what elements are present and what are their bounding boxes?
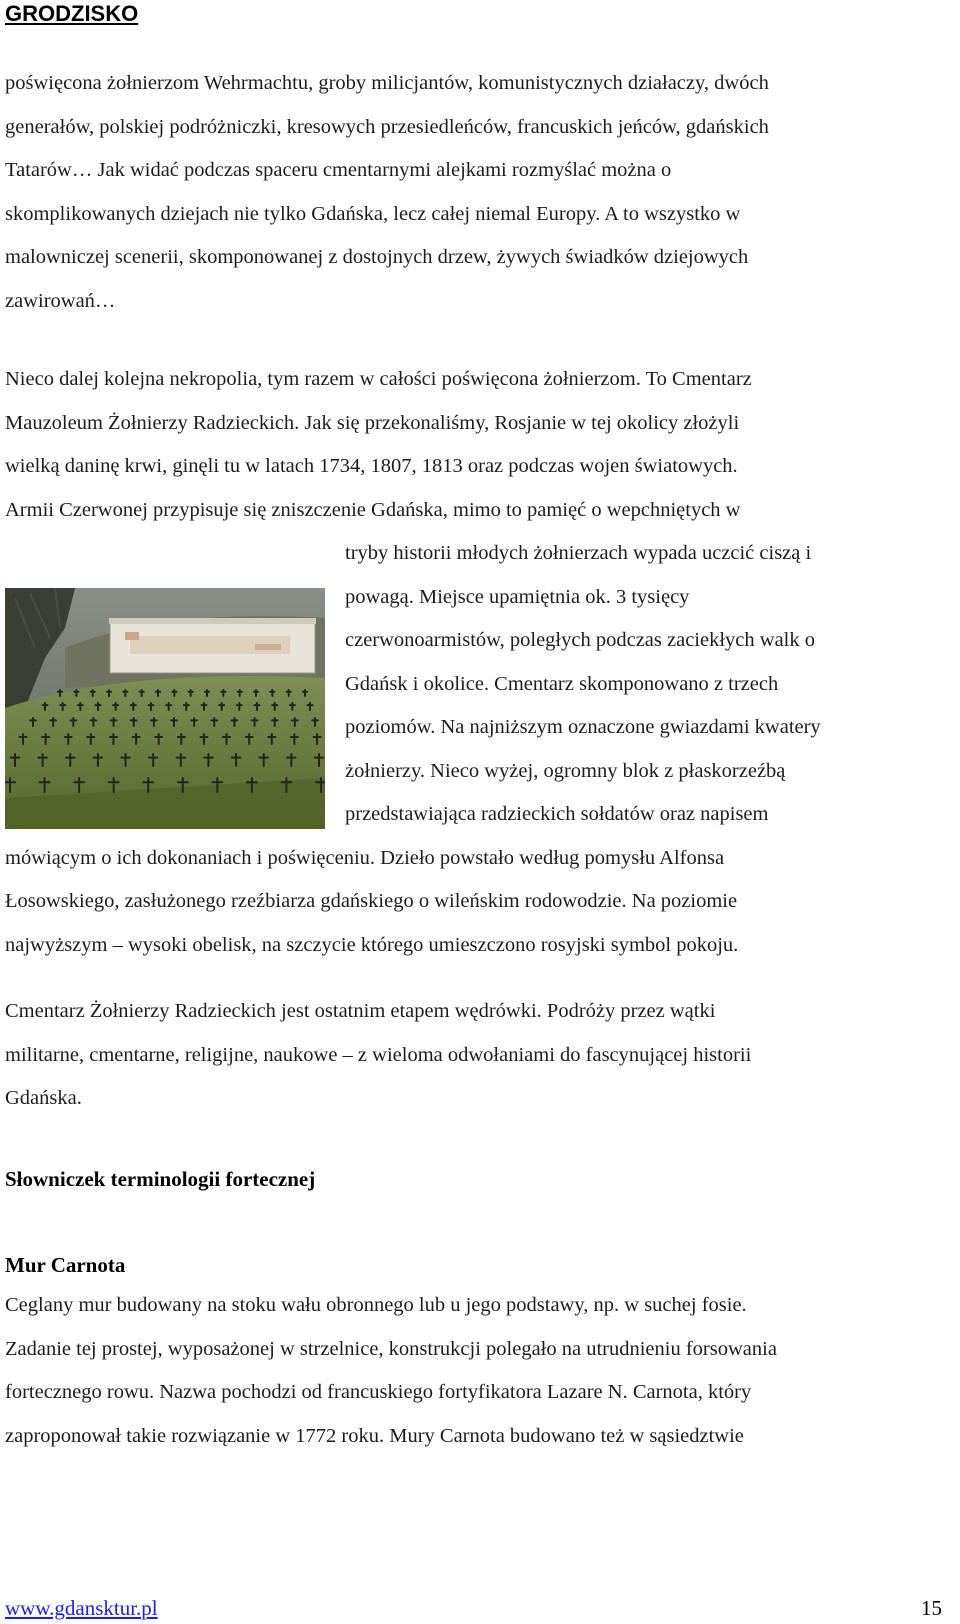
text-line: najwyższym – wysoki obelisk, na szczycie którego umieszczono rosyjski symbol pokoju. [5,933,739,956]
text-line: wielką daninę krwi, ginęli tu w latach 1734, 1807, 1813 oraz podczas wojen światowych. [5,455,738,477]
footer-website-link[interactable]: www.gdansktur.pl [5,1596,158,1620]
text-line: Gdańska. [5,1087,82,1109]
text-line: Ceglany mur budowany na stoku wału obronnego lub u jego podstawy, np. w suchej fosie. [5,1294,747,1316]
paragraph-cemetery-intro [5,62,945,323]
text-line: Armii Czerwonej przypisuje się zniszczenie Gdańska, mimo to pamięć o wepchniętych w [5,498,741,521]
text-line: poświęcona żołnierzom Wehrmachtu, groby milicjantów, komunistycznych działaczy, dwóch [5,72,769,94]
paragraph-final-stage [5,990,945,1121]
section-header-title: GRODZISKO [5,1,139,26]
text-line: tryby historii młodych żołnierzach wypada uczcić ciszą i [345,542,812,564]
glossary-term-definition [5,1284,945,1458]
text-line: czerwonoarmistów, poległych podczas zaciekłych walk o [345,629,815,651]
glossary-title: Słowniczek terminologii fortecznej [5,1167,316,1191]
text-line: Łosowskiego, zasłużonego rzeźbiarza gdańskiego o wileńskim rodowodzie. Na poziomie [5,890,738,912]
text-line: Mauzoleum Żołnierzy Radzieckich. Jak się przekonaliśmy, Rosjanie w tej okolicy złożyli [5,411,740,434]
cemetery-photo [5,588,325,829]
text-line: Nieco dalej kolejna nekropolia, tym razem w całości poświęcona żołnierzom. To Cmentarz [5,368,752,390]
text-line: poziomów. Na najniższym oznaczone gwiazdami kwatery [345,716,821,738]
text-line: generałów, polskiej podróżniczki, kresowych przesiedleńców, francuskich jeńców, gdańskich [5,115,769,138]
text-line: mówiącym o ich dokonaniach i poświęceniu. Dzieło powstało według pomysłu Alfonsa [5,846,725,869]
text-line: żołnierzy. Nieco wyżej, ogromny blok z płaskorzeźbą [345,759,786,782]
text-line: zaproponował takie rozwiązanie w 1772 roku. Mury Carnota budowano też w sąsiedztwie [5,1424,744,1447]
text-line: zawirowań… [5,289,116,312]
text-line: militarne, cmentarne, religijne, naukowe – z wieloma odwołaniami do fascynującej historii [5,1043,752,1066]
text-line: malowniczej scenerii, skomponowanej z dostojnych drzew, żywych świadków dziejowych [5,246,749,268]
text-line: Tatarów… Jak widać podczas spaceru cmentarnymi alejkami rozmyślać można o [5,159,672,181]
text-line: powagą. Miejsce upamiętnia ok. 3 tysięcy [345,585,690,608]
text-line: Cmentarz Żołnierzy Radzieckich jest ostatnim etapem wędrówki. Podróży przez wątki [5,1000,716,1022]
text-line: fortecznego rowu. Nazwa pochodzi od francuskiego fortyfikatora Lazare N. Carnota, który [5,1381,752,1403]
text-line: przedstawiająca radzieckich sołdatów oraz napisem [345,803,769,825]
text-line: Gdańsk i okolice. Cmentarz skomponowano z trzech [345,672,779,695]
text-line: skomplikowanych dziejach nie tylko Gdańska, lecz całej niemal Europy. A to wszystko w [5,202,741,225]
text-line: Zadanie tej prostej, wyposażonej w strzelnice, konstrukcji polegało na utrudnieniu forsowania [5,1337,777,1360]
page-number: 15 [921,1596,942,1620]
glossary-term-title: Mur Carnota [5,1253,126,1277]
